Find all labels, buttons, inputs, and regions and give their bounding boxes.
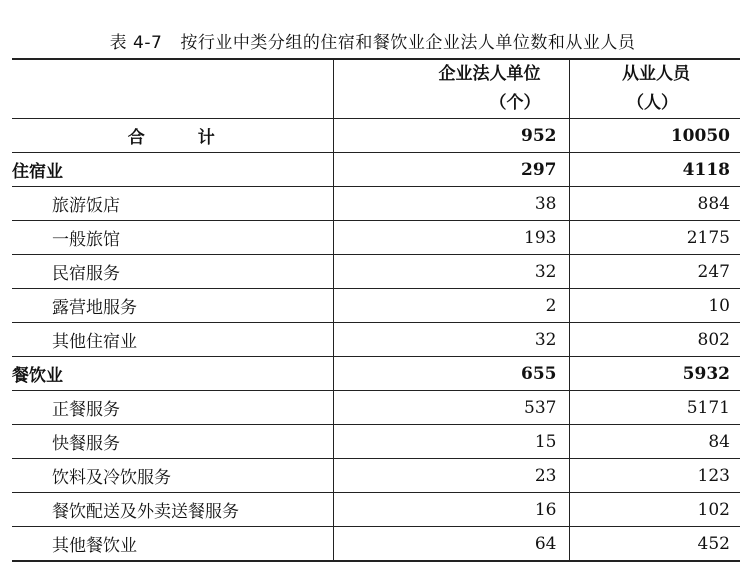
row-units: 297 bbox=[333, 153, 569, 187]
row-units: 2 bbox=[333, 289, 569, 323]
header-legal-units-unit: （个） bbox=[489, 93, 541, 113]
table-row-category bbox=[12, 357, 740, 391]
row-units: 655 bbox=[333, 357, 569, 391]
table-row-category bbox=[12, 153, 740, 187]
statistics-table bbox=[12, 58, 740, 562]
header-legal-units bbox=[333, 59, 569, 119]
row-units: 64 bbox=[333, 527, 569, 562]
row-units: 16 bbox=[333, 493, 569, 527]
row-label: 其他住宿业 bbox=[12, 323, 333, 357]
row-units: 537 bbox=[333, 391, 569, 425]
table-row bbox=[12, 493, 740, 527]
header-employees-label: 从业人员 bbox=[622, 64, 690, 84]
row-label: 合 计 bbox=[12, 119, 333, 153]
header-row bbox=[12, 59, 740, 119]
header-employees bbox=[569, 59, 740, 119]
row-units: 23 bbox=[333, 459, 569, 493]
header-industry bbox=[12, 59, 333, 119]
row-employees: 452 bbox=[569, 527, 740, 562]
row-employees: 10 bbox=[569, 289, 740, 323]
row-employees: 5932 bbox=[569, 357, 740, 391]
row-employees: 10050 bbox=[569, 119, 740, 153]
table-row bbox=[12, 255, 740, 289]
table-number: 表 4-7 bbox=[109, 33, 163, 53]
row-employees: 802 bbox=[569, 323, 740, 357]
row-employees: 884 bbox=[569, 187, 740, 221]
table-row bbox=[12, 391, 740, 425]
table-title bbox=[0, 28, 745, 53]
row-units: 193 bbox=[333, 221, 569, 255]
row-units: 32 bbox=[333, 255, 569, 289]
row-employees: 84 bbox=[569, 425, 740, 459]
row-label: 餐饮配送及外卖送餐服务 bbox=[12, 493, 333, 527]
row-employees: 247 bbox=[569, 255, 740, 289]
row-label: 露营地服务 bbox=[12, 289, 333, 323]
row-label: 正餐服务 bbox=[12, 391, 333, 425]
table-row bbox=[12, 187, 740, 221]
row-units: 38 bbox=[333, 187, 569, 221]
row-employees: 123 bbox=[569, 459, 740, 493]
table-row bbox=[12, 289, 740, 323]
table-row-total bbox=[12, 119, 740, 153]
row-label: 餐饮业 bbox=[12, 357, 333, 391]
table-row bbox=[12, 425, 740, 459]
row-employees: 102 bbox=[569, 493, 740, 527]
row-label: 住宿业 bbox=[12, 153, 333, 187]
header-employees-unit: （人） bbox=[627, 93, 678, 113]
header-legal-units-label: 企业法人单位 bbox=[438, 64, 541, 84]
row-label: 一般旅馆 bbox=[12, 221, 333, 255]
row-label: 快餐服务 bbox=[12, 425, 333, 459]
table-row bbox=[12, 221, 740, 255]
table-row bbox=[12, 459, 740, 493]
row-employees: 5171 bbox=[569, 391, 740, 425]
row-label: 其他餐饮业 bbox=[12, 527, 333, 562]
table-row bbox=[12, 527, 740, 562]
row-employees: 4118 bbox=[569, 153, 740, 187]
row-units: 32 bbox=[333, 323, 569, 357]
row-label: 民宿服务 bbox=[12, 255, 333, 289]
row-units: 15 bbox=[333, 425, 569, 459]
row-units: 952 bbox=[333, 119, 569, 153]
table-caption: 按行业中类分组的住宿和餐饮业企业法人单位数和从业人员 bbox=[180, 33, 636, 53]
row-label: 饮料及冷饮服务 bbox=[12, 459, 333, 493]
row-label: 旅游饭店 bbox=[12, 187, 333, 221]
row-employees: 2175 bbox=[569, 221, 740, 255]
table-row bbox=[12, 323, 740, 357]
